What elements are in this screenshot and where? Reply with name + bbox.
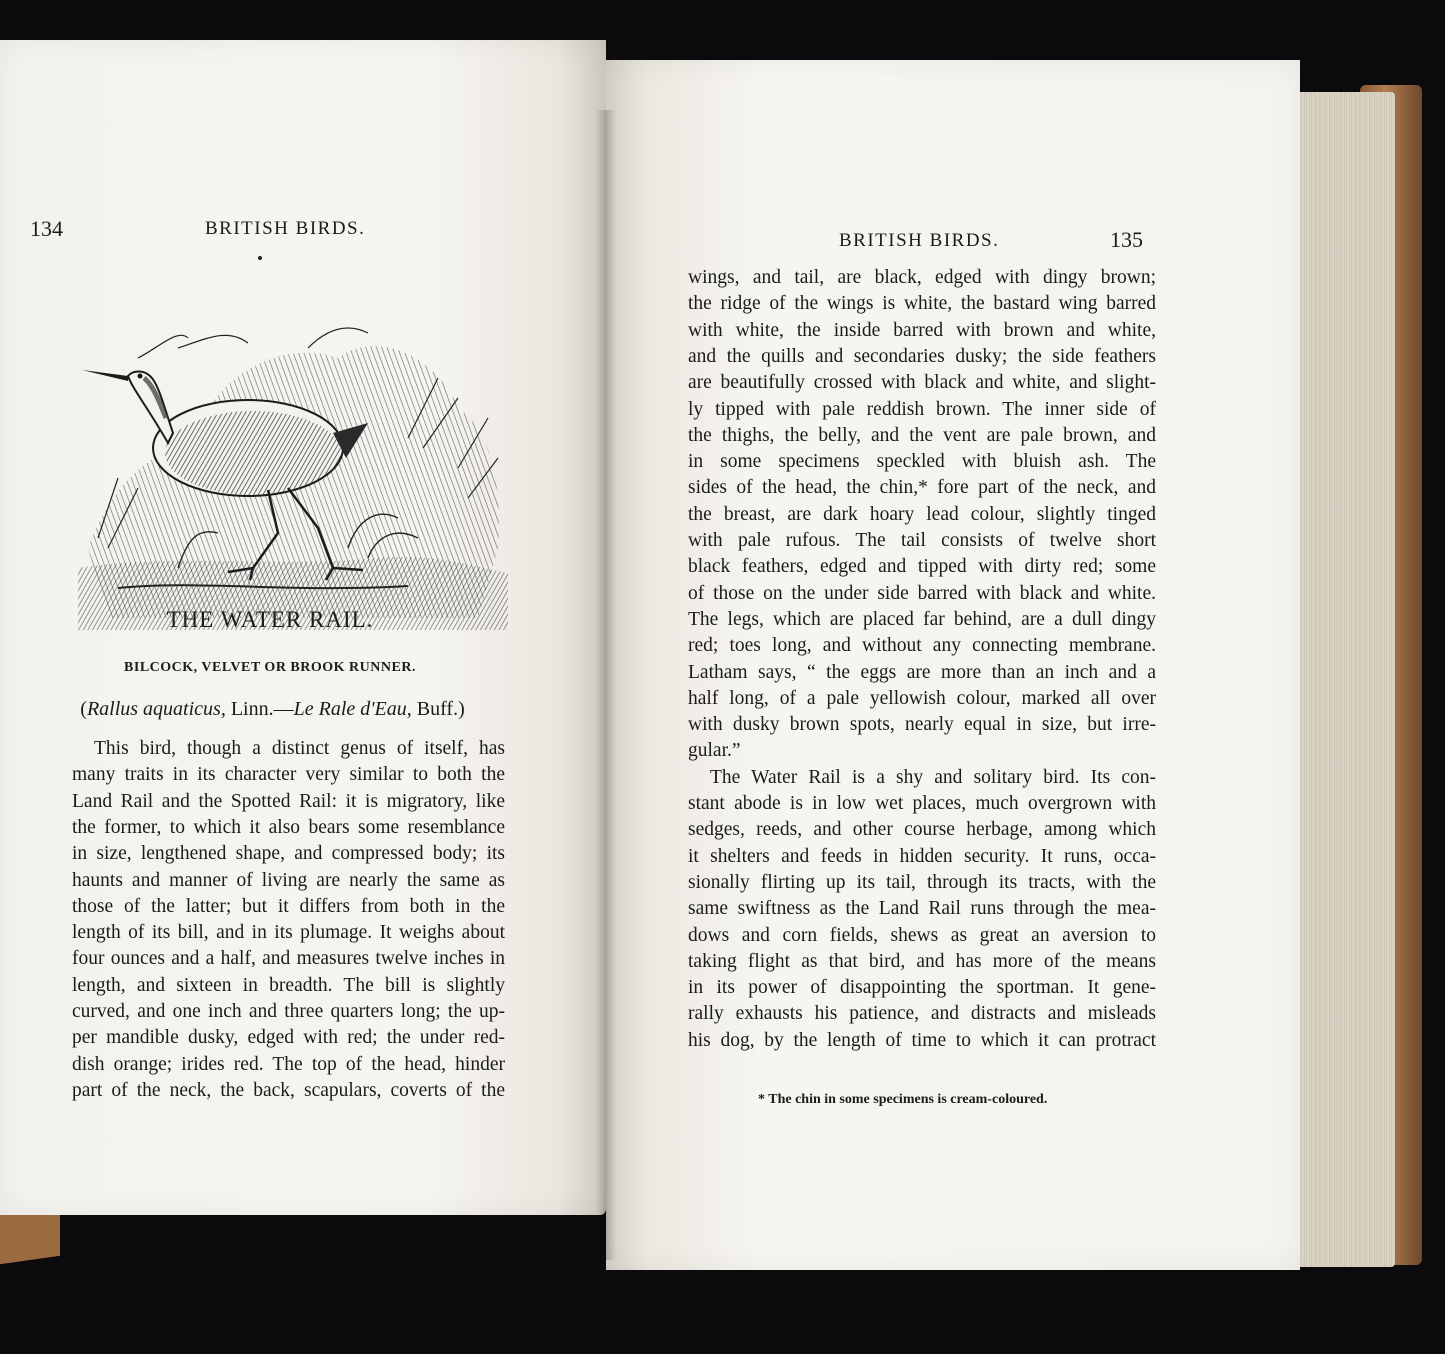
text-line: Land Rail and the Spotted Rail: it is migratory, like xyxy=(72,790,505,812)
text-line: This bird, though a distinct genus of itself, has xyxy=(94,738,505,759)
text-line: the breast, are dark hoary lead colour, slightly tinged xyxy=(688,503,1156,525)
text-line: sedges, reeds, and other course herbage, among which xyxy=(688,819,1156,841)
page-edges xyxy=(1295,92,1395,1267)
text-line: dish orange; irides red. The top of the head, hinder xyxy=(72,1053,505,1075)
running-head-left: BRITISH BIRDS. xyxy=(205,218,366,239)
text-line: length of its bill, and in its plumage. It weighs about xyxy=(72,922,505,944)
footnote: * The chin in some specimens is cream-coloured. xyxy=(758,1092,1048,1107)
text-line: the former, to which it also bears some resemblance xyxy=(72,816,505,838)
text-line: with white, the inside barred with brown and white, xyxy=(688,319,1156,341)
text-line: The legs, which are placed far behind, are a dull dingy xyxy=(688,608,1156,630)
text-line: black feathers, edged and tipped with dirty red; some xyxy=(688,556,1156,578)
book-gutter xyxy=(596,110,616,1260)
text-line: with dusky brown spots, nearly equal in size, but irre- xyxy=(688,714,1156,736)
text-line: of those on the under side barred with black and white. xyxy=(688,582,1156,604)
text-line: part of the neck, the back, scapulars, coverts of the xyxy=(72,1079,505,1101)
water-rail-engraving xyxy=(78,318,508,630)
scientific-synonym: (Rallus aquaticus, Linn.—Le Rale d'Eau, Buff.) xyxy=(80,698,465,720)
text-line: rally exhausts his patience, and distracts and misleads xyxy=(688,1003,1156,1025)
text-line: in some specimens speckled with bluish ash. The xyxy=(688,451,1156,473)
page-number-left: 134 xyxy=(30,216,63,241)
text-line: curved, and one inch and three quarters long; the up- xyxy=(72,1001,505,1022)
text-line: length, and sixteen in breadth. The bill is slightly xyxy=(72,974,505,996)
text-line: and the quills and secondaries dusky; the side feathers xyxy=(688,345,1156,367)
text-line: dows and corn fields, shews as great an aversion to xyxy=(688,924,1156,946)
text-line: the ridge of the wings is white, the bastard wing barred xyxy=(688,293,1156,315)
text-line: stant abode is in low wet places, much overgrown with xyxy=(688,793,1156,814)
page-number-right: 135 xyxy=(1110,227,1143,252)
text-line: his dog, by the length of time to which it can protract xyxy=(688,1029,1156,1051)
text-line: taking flight as that bird, and has more of the means xyxy=(688,950,1156,972)
text-line: wings, and tail, are black, edged with dingy brown; xyxy=(688,267,1156,288)
text-line: sides of the head, the chin,* fore part of the neck, and xyxy=(688,477,1156,499)
text-line: per mandible dusky, edged with red; the under red- xyxy=(72,1027,505,1049)
text-line: it shelters and feeds in hidden security. It runs, occa- xyxy=(688,845,1156,867)
text-line: are beautifully crossed with black and white, and slight- xyxy=(688,372,1156,394)
text-line: Latham says, “ the eggs are more than an inch and a xyxy=(688,661,1156,683)
text-line: in its power of disappointing the sportman. It gene- xyxy=(688,977,1156,999)
running-head-right: BRITISH BIRDS. xyxy=(839,230,1000,251)
text-line: half long, of a pale yellowish colour, marked all over xyxy=(688,687,1156,709)
text-line: many traits in its character very similar to both the xyxy=(72,764,505,786)
text-line: haunts and manner of living are nearly the same as xyxy=(72,869,505,891)
text-line: same swiftness as the Land Rail runs through the mea- xyxy=(688,898,1156,920)
article-subtitle: BILCOCK, VELVET OR BROOK RUNNER. xyxy=(124,660,416,675)
text-line: sionally flirting up its tail, through its tracts, with the xyxy=(688,871,1156,893)
text-line: The Water Rail is a shy and solitary bird. Its con- xyxy=(710,766,1156,788)
left-page xyxy=(0,40,606,1215)
text-line: in size, lengthened shape, and compressed body; its xyxy=(72,843,505,865)
text-line: red; toes long, and without any connecting membrane. xyxy=(688,635,1156,657)
text-line: ly tipped with pale reddish brown. The inner side of xyxy=(688,398,1156,420)
text-line: gular.” xyxy=(688,740,741,762)
text-line: those of the latter; but it differs from both in the xyxy=(72,895,505,917)
text-line: the thighs, the belly, and the vent are pale brown, and xyxy=(688,424,1156,446)
text-line: with pale rufous. The tail consists of twelve short xyxy=(688,530,1156,551)
text-line: four ounces and a half, and measures twelve inches in xyxy=(72,948,505,970)
article-title: THE WATER RAIL. xyxy=(166,607,374,632)
print-dot xyxy=(258,256,262,260)
right-page xyxy=(606,60,1300,1270)
